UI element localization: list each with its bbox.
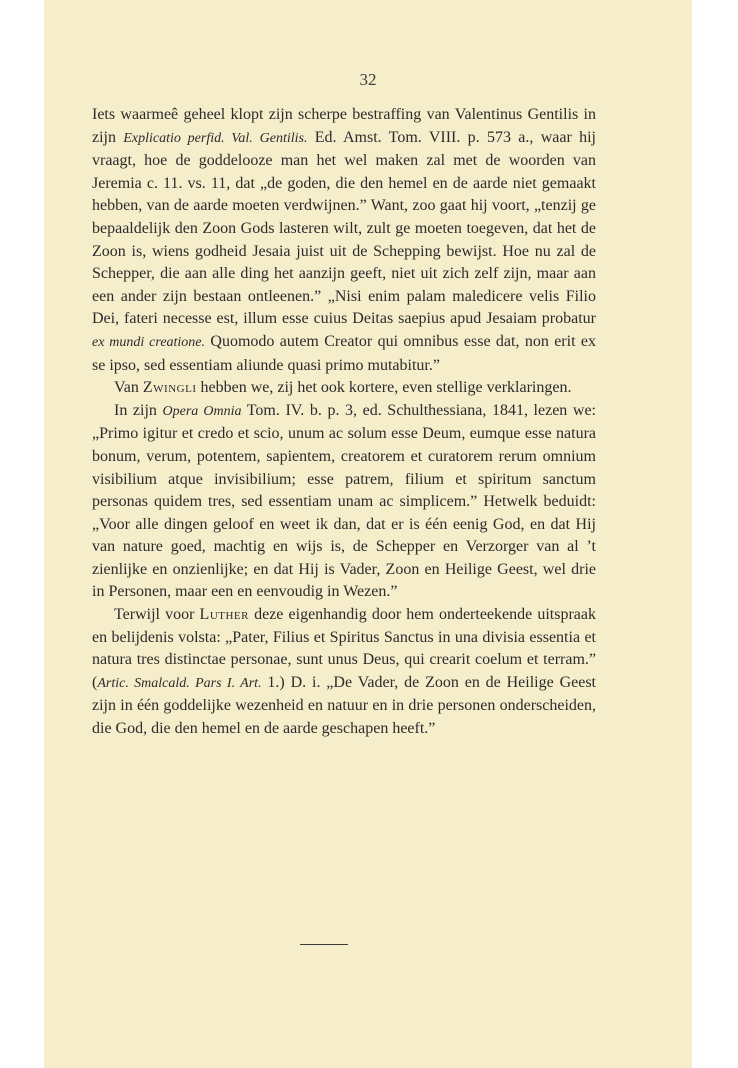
text-segment: Iets waarmeê geheel klopt zijn scherpe bestraffing van Valentinus Gentilis in zijn bbox=[92, 106, 596, 146]
page-body bbox=[92, 104, 596, 741]
paragraph-zwingli bbox=[92, 377, 596, 400]
text-segment: Tom. IV. b. p. 3, ed. Schulthessiana, 1841, lezen we: „Primo igitur et credo et scio, unum ac solum esse Deum, eumque esse natura bonum, verum, potentem, sapientem, creatorem et curatorem rerum omnium visibilium atque invisibilium; esse patrem, filium et spiritum sanctum personas quidem tres, sed essentiam unam ac simplicem.” Hetwelk beduidt: „Voor alle dingen geloof en weet ik dan, dat er is één eenig God, en dat Hij van nature goed, machtig en wijs is, de Schepper en Verzorger van al ’t zienlijke en onzienlijke; en dat Hij is Vader, Zoon en Heilige Geest, wel drie in Personen, maar een en eenvoudig in Wezen.” bbox=[92, 401, 596, 601]
italic-title: Opera Omnia bbox=[162, 403, 242, 419]
text-segment: Quomodo autem Creator qui omnibus esse dat, non erit ex se ipso, sed essentiam aliunde quasi primo mutabitur.” bbox=[92, 332, 596, 374]
text-segment: Terwijl voor bbox=[114, 606, 200, 624]
text-segment: Ed. Amst. Tom. VIII. p. 573 a., waar hij vraagt, hoe de goddelooze man het wel maken zal met de woorden van Jeremia c. 11. vs. 11, dat „de goden, die den hemel en de aarde niet gemaakt hebben, van de aarde moeten verdwijnen.” Want, zoo gaat hij voort, „tenzij ge bepaaldelijk den Zoon Gods lasteren wilt, zult ge moeten toegeven, dat het de Zoon is, wiens godheid Jesaia juist uit de Schepping bewijst. Hoe nu zal de Schepper, die aan alle ding het aanzijn geeft, niet uit zich zelf zijn, maar aan een ander zijn bestaan ontleenen.” „Nisi enim palam maledicere velis Filio Dei, fateri necesse est, illum esse cuius Deitas saepius apud Jesaiam probatur bbox=[92, 128, 597, 328]
author-name: Luther bbox=[199, 606, 249, 624]
text-segment: Van bbox=[114, 379, 143, 397]
text-segment: hebben we, zij het ook kortere, even stellige verklaringen. bbox=[196, 379, 572, 397]
italic-phrase: ex mundi creatione. bbox=[92, 334, 206, 350]
paragraph-valentinus bbox=[92, 104, 596, 377]
paragraph-opera-omnia bbox=[92, 400, 596, 604]
text-segment: 1.) D. i. „De Vader, de Zoon en de Heilige Geest zijn in één goddelijke wezenheid en natuur en in drie personen onderscheiden, die God, die den hemel en de aarde geschapen heeft.” bbox=[92, 673, 596, 738]
paragraph-luther bbox=[92, 604, 596, 741]
italic-title: Explicatio perfid. Val. Gentilis. bbox=[123, 130, 308, 146]
author-name: Zwingli bbox=[142, 379, 197, 397]
text-segment: In zijn bbox=[114, 401, 163, 419]
italic-citation: Artic. Smalcald. Pars I. Art. bbox=[97, 675, 262, 691]
section-divider bbox=[300, 944, 348, 945]
text-segment: deze eigenhandig door hem onderteekende uitspraak en belijdenis volsta: „Pater, Filius et Spiritus Sanctus in una divisia essentia et natura tres distinctae personae, sunt unus Deus, qui crearit coelum et terram.” ( bbox=[92, 606, 596, 691]
page-number: 32 bbox=[359, 70, 377, 89]
